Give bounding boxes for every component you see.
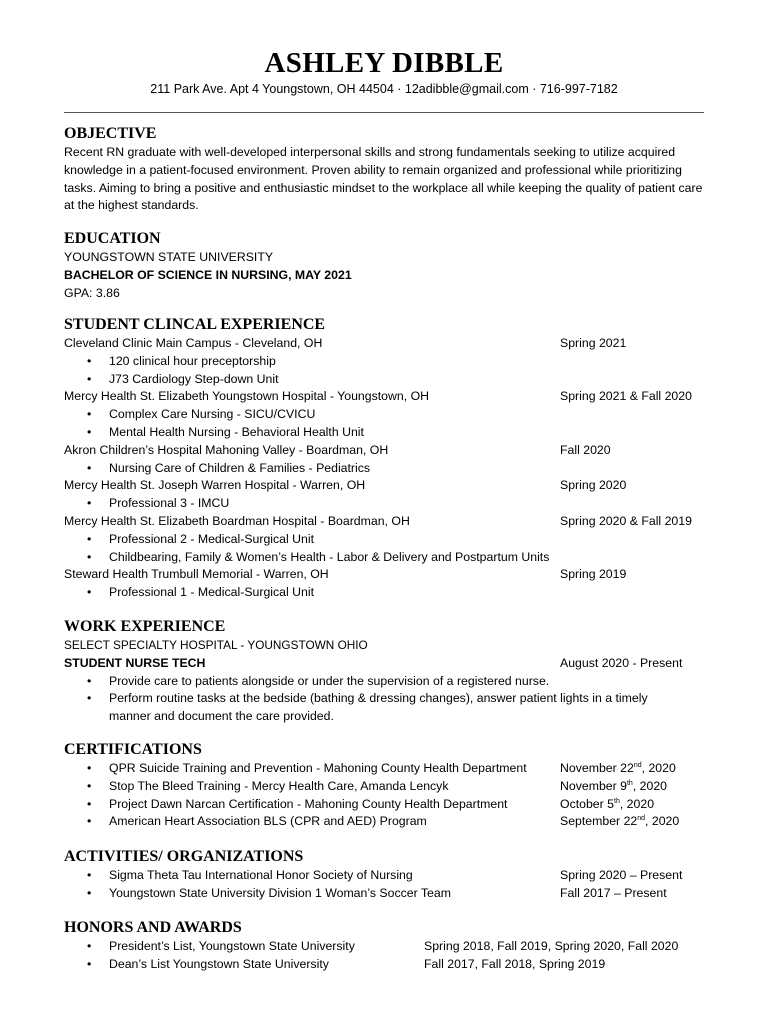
list-item bbox=[64, 460, 704, 478]
list-item bbox=[64, 353, 704, 371]
cert-date-main: September 22 bbox=[560, 814, 638, 829]
clinical-date: Spring 2021 bbox=[560, 336, 627, 350]
bullet-icon: • bbox=[87, 407, 92, 422]
clinical-entry bbox=[64, 477, 704, 495]
list-item bbox=[64, 690, 704, 726]
certifications-section bbox=[64, 740, 704, 831]
bullet-icon: • bbox=[87, 353, 92, 368]
gpa: GPA: 3.86 bbox=[64, 285, 120, 300]
list-item bbox=[64, 406, 704, 424]
list-item-text: Provide care to patients alongside or under the supervision of a registered nurse. bbox=[109, 673, 550, 688]
list-item-text: Professional 2 - Medical-Surgical Unit bbox=[109, 531, 315, 546]
bullet-icon: • bbox=[87, 673, 92, 688]
cert-date-main: October 5 bbox=[560, 796, 614, 811]
clinical-entry bbox=[64, 566, 704, 584]
clinical-entry bbox=[64, 442, 704, 460]
list-item-text: J73 Cardiology Step-down Unit bbox=[109, 371, 279, 386]
cert-date-suffix: th bbox=[614, 797, 620, 805]
bullet-icon: • bbox=[87, 424, 92, 439]
bullet-icon: • bbox=[87, 868, 92, 882]
cert-name: Project Dawn Narcan Certification - Mahoning County Health Department bbox=[109, 796, 508, 811]
objective-section bbox=[64, 124, 704, 215]
list-item bbox=[64, 549, 704, 567]
list-item bbox=[64, 584, 704, 602]
honor-date: Spring 2018, Fall 2019, Spring 2020, Fall 2020 bbox=[424, 939, 679, 953]
clinical-section bbox=[64, 315, 704, 602]
activity-date: Fall 2017 – Present bbox=[560, 885, 667, 900]
certifications-heading: CERTIFICATIONS bbox=[64, 741, 202, 758]
cert-date-main: November 9 bbox=[560, 778, 627, 793]
list-item bbox=[64, 495, 704, 513]
clinical-date: Spring 2021 & Fall 2020 bbox=[560, 389, 692, 404]
list-item-text: Perform routine tasks at the bedside (bathing & dressing changes), answer patient lights in a timely manner and document the care provided. bbox=[109, 691, 648, 724]
list-item bbox=[64, 778, 704, 796]
bullet-icon: • bbox=[87, 761, 92, 775]
clinical-date: Spring 2020 bbox=[560, 478, 627, 493]
list-item-text: 120 clinical hour preceptorship bbox=[109, 353, 276, 368]
bullet-icon: • bbox=[87, 885, 92, 900]
bullet-icon: • bbox=[87, 939, 92, 953]
clinical-date: Fall 2020 bbox=[560, 442, 611, 457]
cert-date-suffix: nd bbox=[637, 815, 646, 823]
education-section bbox=[64, 229, 704, 302]
list-item-text: Professional 1 - Medical-Surgical Unit bbox=[109, 585, 315, 600]
header-divider bbox=[64, 112, 704, 113]
cert-date bbox=[560, 778, 667, 796]
list-item bbox=[64, 673, 704, 691]
bullet-icon: • bbox=[87, 549, 92, 564]
list-item bbox=[64, 371, 704, 389]
degree: BACHELOR OF SCIENCE IN NURSING, MAY 2021 bbox=[64, 267, 352, 282]
activities-heading: ACTIVITIES/ ORGANIZATIONS bbox=[64, 848, 304, 865]
job-title-row bbox=[64, 655, 704, 673]
list-item-text: Professional 3 - IMCU bbox=[109, 496, 230, 511]
list-item bbox=[64, 424, 704, 442]
list-item bbox=[64, 867, 704, 885]
employer: SELECT SPECIALTY HOSPITAL - YOUNGSTOWN OHIO bbox=[64, 638, 368, 652]
cert-name: American Heart Association BLS (CPR and AED) Program bbox=[109, 814, 427, 829]
bullet-icon: • bbox=[87, 796, 92, 811]
work-heading: WORK EXPERIENCE bbox=[64, 618, 226, 635]
list-item bbox=[64, 813, 704, 831]
objective-heading: OBJECTIVE bbox=[64, 125, 157, 142]
list-item bbox=[64, 796, 704, 814]
cert-date bbox=[560, 796, 654, 814]
job-date: August 2020 - Present bbox=[560, 655, 683, 670]
list-item-text: Complex Care Nursing - SICU/CVICU bbox=[109, 407, 316, 422]
honors-heading: HONORS AND AWARDS bbox=[64, 919, 242, 936]
cert-date-suffix: th bbox=[626, 779, 633, 787]
clinical-place: Mercy Health St. Elizabeth Youngstown Hospital - Youngstown, OH bbox=[64, 389, 430, 404]
bullet-icon: • bbox=[87, 956, 92, 971]
clinical-place: Mercy Health St. Elizabeth Boardman Hospital - Boardman, OH bbox=[64, 513, 410, 528]
cert-date-suffix: nd bbox=[633, 761, 642, 769]
cert-name: QPR Suicide Training and Prevention - Mahoning County Health Department bbox=[109, 761, 527, 775]
honor-name: Dean’s List Youngstown State University bbox=[109, 956, 329, 971]
honor-date: Fall 2017, Fall 2018, Spring 2019 bbox=[424, 956, 606, 971]
cert-date-main: November 22 bbox=[560, 761, 634, 775]
school-name: YOUNGSTOWN STATE UNIVERSITY bbox=[64, 250, 274, 264]
clinical-heading: STUDENT CLINCAL EXPERIENCE bbox=[64, 316, 326, 333]
list-item bbox=[64, 938, 704, 956]
cert-date-year: , 2020 bbox=[632, 778, 668, 793]
clinical-place: Akron Children’s Hospital Mahoning Valley - Boardman, OH bbox=[64, 442, 389, 457]
activity-name: Sigma Theta Tau International Honor Society of Nursing bbox=[109, 868, 413, 882]
work-section bbox=[64, 617, 704, 726]
clinical-place: Steward Health Trumbull Memorial - Warren, OH bbox=[64, 567, 329, 582]
list-item-text: Childbearing, Family & Women’s Health - Labor & Delivery and Postpartum Units bbox=[109, 549, 550, 564]
cert-date-year: , 2020 bbox=[645, 814, 680, 829]
cert-date bbox=[560, 813, 679, 831]
list-item bbox=[64, 760, 704, 778]
list-item-text: Nursing Care of Children & Families - Pediatrics bbox=[109, 460, 371, 475]
clinical-place: Mercy Health St. Joseph Warren Hospital - Warren, OH bbox=[64, 478, 366, 493]
contact-line: 211 Park Ave. Apt 4 Youngstown, OH 44504 · 12adibble@gmail.com · 716-997-7182 bbox=[150, 82, 618, 96]
bullet-icon: • bbox=[87, 691, 92, 706]
clinical-date: Spring 2020 & Fall 2019 bbox=[560, 513, 692, 528]
list-item bbox=[64, 885, 704, 903]
clinical-entry bbox=[64, 335, 704, 353]
cert-date bbox=[560, 760, 676, 778]
cert-date-year: , 2020 bbox=[619, 796, 655, 811]
bullet-icon: • bbox=[87, 496, 92, 511]
clinical-date: Spring 2019 bbox=[560, 567, 627, 582]
list-item-text: Mental Health Nursing - Behavioral Health Unit bbox=[109, 424, 364, 439]
honors-section bbox=[64, 918, 704, 974]
activity-name: Youngstown State University Division 1 Woman’s Soccer Team bbox=[109, 885, 451, 900]
bullet-icon: • bbox=[87, 778, 92, 793]
bullet-icon: • bbox=[87, 585, 92, 600]
objective-text: Recent RN graduate with well-developed interpersonal skills and strong fundamentals seeking to utilize acquired knowledge in a patient-focused environment. Proven ability to remain organized and professional while prioritizing tasks. Aiming to bring a positive and enthusiastic mindset to the workplace all while keeping the quality of patient care at the highest standards. bbox=[64, 145, 703, 213]
activities-section bbox=[64, 847, 704, 903]
bullet-icon: • bbox=[87, 814, 92, 829]
list-item bbox=[64, 531, 704, 549]
bullet-icon: • bbox=[87, 531, 92, 546]
candidate-name: ASHLEY DIBBLE bbox=[264, 47, 504, 79]
honor-name: President’s List, Youngstown State University bbox=[109, 939, 355, 953]
clinical-entry bbox=[64, 388, 704, 406]
bullet-icon: • bbox=[87, 460, 92, 475]
activity-date: Spring 2020 – Present bbox=[560, 868, 683, 882]
bullet-icon: • bbox=[87, 371, 92, 386]
cert-name: Stop The Bleed Training - Mercy Health Care, Amanda Lencyk bbox=[109, 778, 449, 793]
clinical-place: Cleveland Clinic Main Campus - Cleveland, OH bbox=[64, 336, 323, 350]
cert-date-year: , 2020 bbox=[641, 761, 676, 775]
clinical-entry bbox=[64, 513, 704, 531]
list-item bbox=[64, 956, 704, 974]
job-title: STUDENT NURSE TECH bbox=[64, 655, 206, 670]
education-heading: EDUCATION bbox=[64, 230, 161, 247]
